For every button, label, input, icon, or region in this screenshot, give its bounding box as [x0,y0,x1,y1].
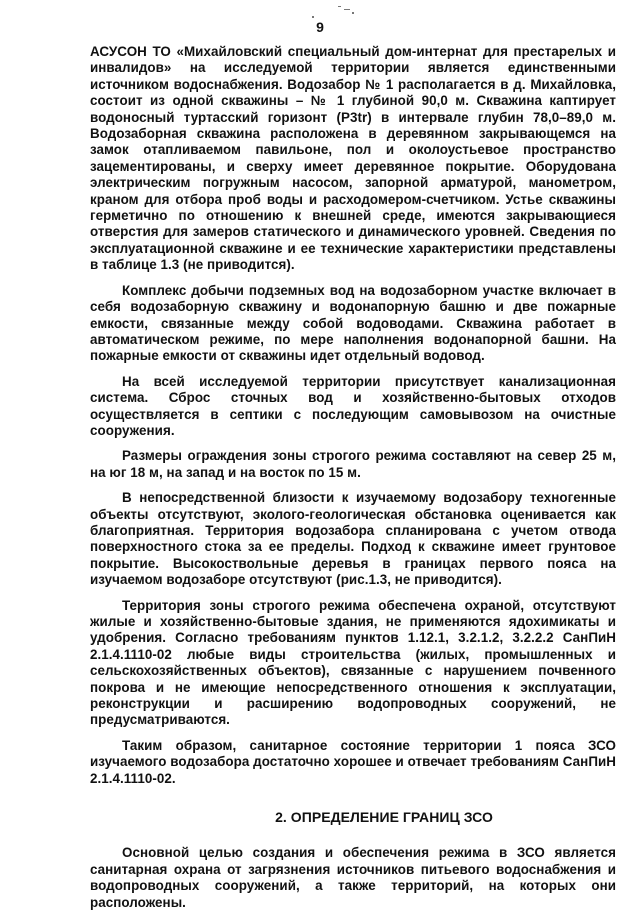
paragraph-fence-size: Размеры ограждения зоны строгого режима составляют на север 25 м, на юг 18 м, на запад и на восток по 15 м. [90,448,616,480]
paragraph-water-source: АСУСОН ТО «Михайловский специальный дом-интернат для престарелых и инвалидов» на исследуемой территории является единственными источником водоснабжения. Водозабор № 1 располагается в д. Михайловка, состоит из одной скважины – № 1 глубиной 90,0 м. Скважина каптирует водоносный туртасский горизонт (P3tr) в интервале глубин 78,0–89,0 м. Водозаборная скважина расположена в деревянном закрывающемся на замок отапливаемом павильоне, пол и околоустьевое пространство зацементированы, и сверху имеет деревянное покрытие. Оборудована электрическим погружным насосом, запорной арматурой, манометром, краном для отбора проб воды и расходомером-счетчиком. Устье скважины герметично по отношению к внешней среде, имеются закрывающиеся отверстия для замеров статического и динамического уровней. Сведения по эксплуатационной скважине и ее технические характеристики представлены в таблице 1.3 (не приводится). [90,44,616,273]
paragraph-strict-zone: Территория зоны строгого режима обеспечена охраной, отсутствуют жилые и хозяйственно-бытовые здания, не применяются ядохимикаты и удобрения. Согласно требованиям пунктов 1.12.1, 3.2.1.2, 3.2.2.2 СанПиН 2.1.4.1110-02 любые виды строительства (жилых, промышленных и сельскохозяйственных объектов), связанные с нарушением почвенного покрова и не имеющие непосредственного отношения к эксплуатации, реконструкции и расширению водопроводных сооружений, не предусматриваются. [90,597,616,728]
paragraph-environment: В непосредственной близости к изучаемому водозабору техногенные объекты отсутствуют, эколого-геологическая обстановка оценивается как благоприятная. Территория водозабора спланирована с учетом отвода поверхностного стока за ее пределы. Подход к скважине имеет грунтовое покрытие. Высокоствольные деревья в границах первого пояса на изучаемом водозаборе отсутствуют (рис.1.3, не приводится). [90,490,616,588]
scan-speck [344,9,350,10]
scan-speck [312,16,314,18]
paragraph-conclusion: Таким образом, санитарное состояние территории 1 пояса ЗСО изучаемого водозабора достаточно хорошее и отвечает требованиям СанПиН 2.1.4.1110-02. [90,737,616,786]
scan-speck [352,12,354,14]
paragraph-sewerage: На всей исследуемой территории присутствует канализационная система. Сброс сточных вод и хозяйственно-бытовых отходов осуществляется в септики с последующим самовывозом на очистные сооружения. [90,373,616,438]
paragraph-intake-complex: Комплекс добычи подземных вод на водозаборном участке включает в себя водозаборную скважину и водонапорную башню и две пожарные емкости, связанные между собой водоводами. Скважина работает в автоматическом режиме, по мере наполнения водонапорной башни. На пожарные емкости от скважины идет отдельный водовод. [90,282,616,364]
section-heading: 2. ОПРЕДЕЛЕНИЕ ГРАНИЦ ЗСО [275,809,493,826]
document-body [90,44,616,920]
page-number: 9 [316,19,324,35]
paragraph-zso-goal: Основной целью создания и обеспечения режима в ЗСО является санитарная охрана от загрязнения источников питьевого водоснабжения и водопроводных сооружений, а также территорий, на которых они расположены. [90,845,616,910]
scan-speck [338,6,341,7]
